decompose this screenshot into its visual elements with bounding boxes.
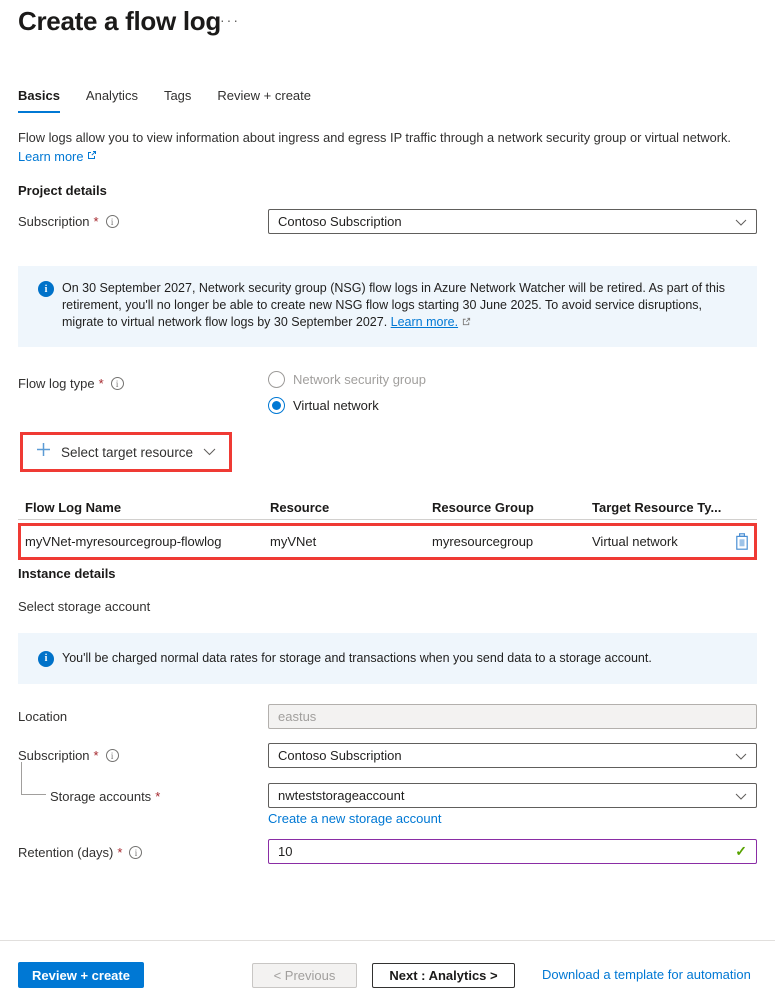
retention-days-input[interactable] xyxy=(268,839,757,864)
radio-button-icon[interactable] xyxy=(268,397,285,414)
info-icon[interactable]: i xyxy=(111,377,124,390)
column-header: Resource xyxy=(270,499,330,515)
subscription-dropdown[interactable] xyxy=(268,209,757,234)
storage-accounts-label: Storage accounts * xyxy=(50,789,161,804)
retention-days-value: 10 xyxy=(278,844,293,859)
chevron-down-icon xyxy=(735,748,747,763)
chevron-down-icon xyxy=(735,788,747,803)
radio-network-security-group[interactable]: Network security group xyxy=(268,371,426,388)
required-marker: * xyxy=(155,789,161,804)
tab-bar xyxy=(18,88,311,113)
previous-button: < Previous xyxy=(252,963,357,988)
table-row xyxy=(21,526,754,557)
retention-days-label: Retention (days) * i xyxy=(18,845,142,860)
storage-charges-banner xyxy=(18,633,757,684)
location-field xyxy=(268,704,757,729)
tab-tags[interactable]: Tags xyxy=(163,88,192,103)
more-options-button[interactable]: ··· xyxy=(220,12,240,28)
info-icon: i xyxy=(38,651,54,667)
banner-learn-more-link[interactable]: Learn more. xyxy=(390,315,459,329)
subscription-label: Subscription * i xyxy=(18,214,119,229)
storage-subscription-value: Contoso Subscription xyxy=(278,748,402,763)
cell-resource-group: myresourcegroup xyxy=(432,534,534,549)
location-label: Location xyxy=(18,709,68,724)
required-marker: * xyxy=(93,214,99,229)
download-template-link[interactable]: Download a template for automation xyxy=(542,967,751,982)
storage-subscription-label: Subscription * i xyxy=(18,748,119,763)
banner-text: You'll be charged normal data rates for storage and transactions when you send data to a storage account. xyxy=(62,651,652,665)
indent-connector-line xyxy=(21,762,46,795)
info-icon: i xyxy=(38,281,54,297)
required-marker: * xyxy=(93,748,99,763)
tab-review-create[interactable]: Review + create xyxy=(217,88,311,103)
select-target-resource-button[interactable]: Select target resource xyxy=(23,435,229,469)
info-icon[interactable]: i xyxy=(106,215,119,228)
tab-basics[interactable]: Basics xyxy=(18,88,60,113)
flow-log-table-header xyxy=(18,499,757,520)
delete-icon[interactable] xyxy=(735,533,754,550)
highlight-box-select-target xyxy=(20,432,232,472)
project-details-heading: Project details xyxy=(18,183,107,198)
storage-accounts-value: nwteststorageaccount xyxy=(278,788,405,803)
learn-more-label[interactable]: Learn more xyxy=(18,148,84,164)
valid-checkmark-icon: ✓ xyxy=(735,843,747,859)
create-storage-account-link[interactable]: Create a new storage account xyxy=(268,811,442,826)
storage-accounts-dropdown[interactable] xyxy=(268,783,757,808)
page-title: Create a flow log xyxy=(18,6,221,36)
intro-text: Flow logs allow you to view information about ingress and egress IP traffic through a network security group or virtual network. xyxy=(18,130,731,145)
info-icon[interactable]: i xyxy=(129,846,142,859)
chevron-down-icon xyxy=(203,443,216,461)
select-storage-account-subheading: Select storage account xyxy=(18,599,151,614)
banner-text: On 30 September 2027, Network security group (NSG) flow logs in Azure Network Watcher will be retired. As part of this retirement, you'll no longer be able to create new NSG flow logs starting 30 June 2025. To avoid service disruptions, migrate to virtual network flow logs by 30 September 2027. Learn more. xyxy=(62,281,726,329)
info-icon[interactable]: i xyxy=(106,749,119,762)
tab-analytics[interactable]: Analytics xyxy=(85,88,138,103)
column-header: Resource Group xyxy=(432,499,534,515)
nsg-retirement-banner xyxy=(18,266,757,347)
review-create-button[interactable]: Review + create xyxy=(18,962,144,988)
next-analytics-button[interactable]: Next : Analytics > xyxy=(372,963,515,988)
cell-resource: myVNet xyxy=(270,534,317,549)
required-marker: * xyxy=(98,376,104,391)
external-link-icon xyxy=(462,315,471,329)
storage-subscription-dropdown[interactable] xyxy=(268,743,757,768)
flow-log-type-label: Flow log type * i xyxy=(18,376,124,391)
required-marker: * xyxy=(117,845,123,860)
location-value: eastus xyxy=(278,709,317,724)
footer-divider xyxy=(0,940,775,941)
intro-learn-more-link[interactable] xyxy=(18,147,97,165)
column-header: Flow Log Name xyxy=(25,499,122,515)
chevron-down-icon xyxy=(735,214,747,229)
subscription-value: Contoso Subscription xyxy=(278,214,402,229)
external-link-icon xyxy=(87,147,97,165)
cell-target-resource-type: Virtual network xyxy=(592,534,678,549)
cell-flow-log-name: myVNet-myresourcegroup-flowlog xyxy=(25,534,222,549)
column-header: Target Resource Ty... xyxy=(592,499,722,515)
plus-icon xyxy=(36,442,51,462)
highlight-box-table-row xyxy=(18,523,757,560)
radio-virtual-network[interactable]: Virtual network xyxy=(268,397,379,414)
radio-button-icon[interactable] xyxy=(268,371,285,388)
instance-details-heading: Instance details xyxy=(18,566,116,581)
